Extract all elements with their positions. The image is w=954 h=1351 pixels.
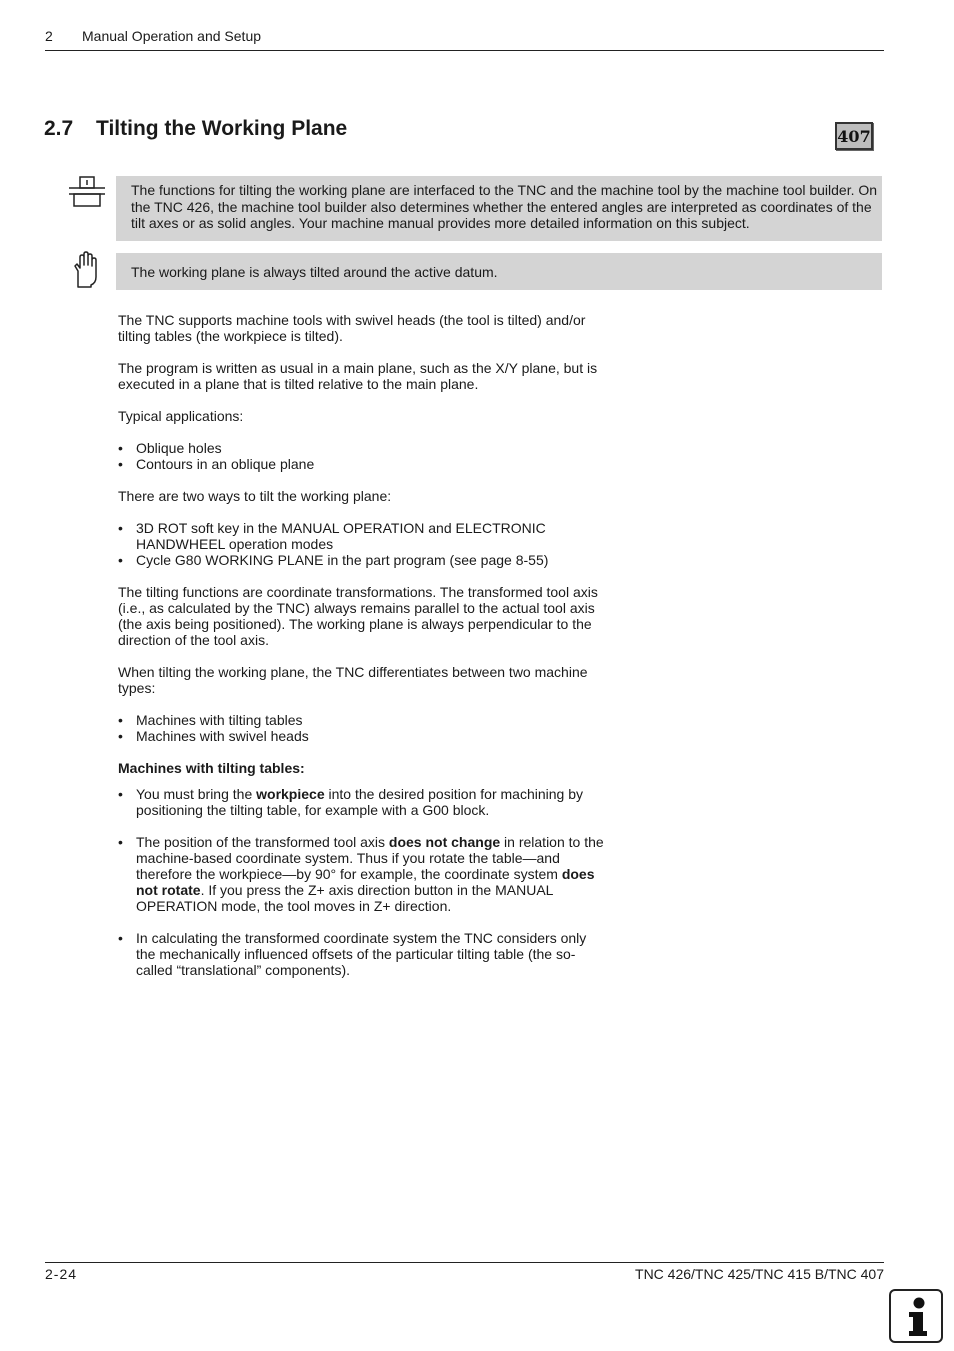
section-heading bbox=[44, 117, 347, 141]
footer-divider bbox=[45, 1262, 884, 1263]
list-item: • Oblique holes bbox=[118, 440, 608, 456]
machine-icon bbox=[68, 176, 106, 213]
list-item: • You must bring the workpiece into the desired position for machining by positioning the tilting table, for example with a G00 block. bbox=[118, 786, 608, 818]
list-item: • Cycle G80 WORKING PLANE in the part program (see page 8-55) bbox=[118, 552, 608, 568]
chapter-title: Manual Operation and Setup bbox=[82, 28, 262, 44]
body-text bbox=[118, 312, 608, 994]
applications-list bbox=[118, 440, 608, 472]
list-item: • Machines with tilting tables bbox=[118, 712, 608, 728]
hand-icon bbox=[73, 251, 99, 294]
machine-note: The functions for tilting the working plane are interfaced to the TNC and the machine tool by the machine tool builder. On the TNC 426, the machine tool builder also determines whether the entered angles are interpreted as coordinates of the tilt axes or as solid angles. Your machine manual provides more detailed information on this subject. bbox=[116, 176, 882, 241]
info-icon bbox=[889, 1289, 943, 1343]
section-title: Tilting the Working Plane bbox=[96, 117, 348, 140]
paragraph: There are two ways to tilt the working plane: bbox=[118, 488, 392, 504]
list-item: • Contours in an oblique plane bbox=[118, 456, 608, 472]
list-item: • Machines with swivel heads bbox=[118, 728, 608, 744]
paragraph: The TNC supports machine tools with swivel heads (the tool is tilted) and/or tilting tables (the workpiece is tilted). bbox=[118, 312, 586, 344]
section-number: 2.7 bbox=[44, 117, 74, 140]
tilt-methods-list bbox=[118, 520, 608, 568]
paragraph: The tilting functions are coordinate transformations. The transformed tool axis (i.e., as calculated by the TNC) always remains parallel to the actual tool axis (the axis being positioned). The working plane is always perpendicular to the direction of the tool axis. bbox=[118, 584, 598, 648]
list-item: • 3D ROT soft key in the MANUAL OPERATION and ELECTRONIC HANDWHEEL operation modes bbox=[118, 520, 608, 552]
hand-note: The working plane is always tilted around the active datum. bbox=[116, 253, 882, 290]
list-item: • The position of the transformed tool axis does not change in relation to the machine-based coordinate system. Thus if you rotate the table—and therefore the workpiece—by 90° for example, the coordinate system does not rotate. If you press the Z+ axis direction button in the MANUAL OPERATION mode, the tool moves in Z+ direction. bbox=[118, 834, 608, 914]
machine-types-list bbox=[118, 712, 608, 744]
subheading: Machines with tilting tables: bbox=[118, 760, 305, 776]
chapter-number: 2 bbox=[45, 28, 53, 44]
paragraph: When tilting the working plane, the TNC differentiates between two machine types: bbox=[118, 664, 588, 696]
control-badge: 407 bbox=[835, 122, 873, 150]
list-item: • In calculating the transformed coordinate system the TNC considers only the mechanically influenced offsets of the particular tilting table (the so-called “translational” components). bbox=[118, 930, 608, 978]
header-divider bbox=[45, 50, 884, 51]
product-name: TNC 426/TNC 425/TNC 415 B/TNC 407 bbox=[635, 1266, 884, 1282]
paragraph: The program is written as usual in a main plane, such as the X/Y plane, but is executed in a plane that is tilted relative to the main plane. bbox=[118, 360, 598, 392]
tilting-tables-list bbox=[118, 786, 608, 978]
paragraph: Typical applications: bbox=[118, 408, 244, 424]
page-number: 2-24 bbox=[45, 1266, 78, 1282]
